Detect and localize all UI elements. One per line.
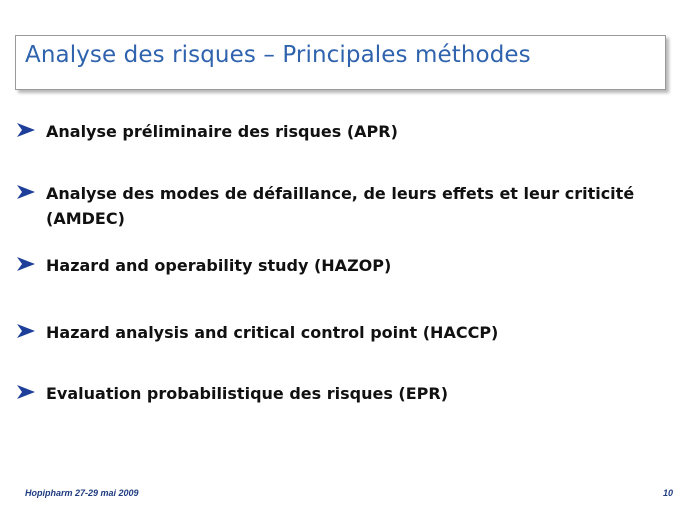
title-box (15, 35, 666, 90)
arrow-right-icon (17, 324, 35, 338)
arrow-right-icon (17, 385, 35, 399)
bullet-line: (AMDEC) (46, 209, 125, 228)
bullet-line: Analyse des modes de défaillance, de leurs effets et leur criticité (46, 184, 635, 203)
bullet-line: Hazard and operability study (HAZOP) (46, 256, 392, 275)
bullet-text (46, 181, 634, 231)
bullet-text (46, 381, 448, 406)
bullet-text (46, 320, 498, 345)
bullet-item-amdec (17, 181, 634, 231)
bullet-text (46, 119, 398, 144)
arrow-right-icon (17, 123, 35, 137)
bullet-item-haccp (17, 320, 498, 345)
arrow-right-icon (17, 185, 35, 199)
bullet-item-hazop (17, 253, 391, 278)
arrow-right-icon (17, 257, 35, 271)
footer-event-label: Hopipharm 27-29 mai 2009 (25, 488, 139, 498)
page-number: 10 (663, 488, 674, 498)
slide-title: Analyse des risques – Principales méthodes (25, 42, 531, 68)
bullet-item-apr (17, 119, 398, 144)
bullet-item-epr (17, 381, 448, 406)
bullet-line: Hazard analysis and critical control point (HACCP) (46, 323, 499, 342)
bullet-line: Analyse préliminaire des risques (APR) (46, 122, 398, 141)
bullet-line: Evaluation probabilistique des risques (EPR) (46, 384, 449, 403)
bullet-text (46, 253, 391, 278)
